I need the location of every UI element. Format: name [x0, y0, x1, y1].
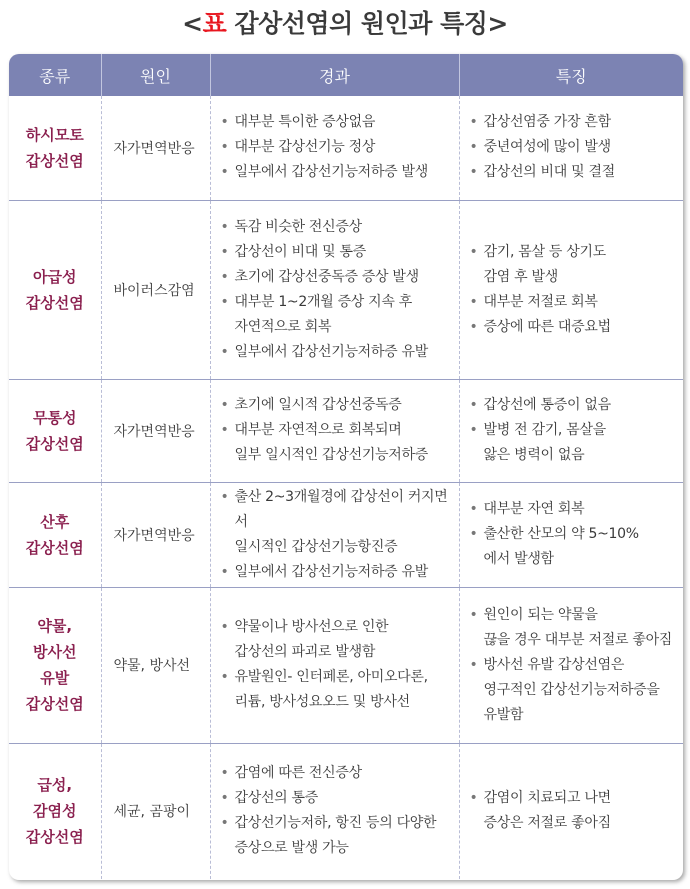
- cell-features: [459, 96, 683, 200]
- list-item: • 대부분 자연적으로 회복되며 일부 일시적인 갑상선기능저하증: [235, 418, 459, 468]
- header-cause: 원인: [101, 54, 210, 96]
- page-title: [0, 4, 690, 44]
- cell-features: [459, 200, 683, 379]
- list-item: • 감염에 따른 전신증상: [235, 761, 459, 786]
- cell-cause: 자가면역반응: [101, 96, 210, 200]
- course-list: [211, 615, 459, 715]
- list-item: • 갑상선기능저하, 항진 등의 다양한 증상으로 발생 가능: [235, 811, 459, 861]
- list-item: • 방사선 유발 갑상선염은 영구적인 갑상선기능저하증을 유발함: [484, 653, 684, 728]
- cell-course: [210, 200, 459, 379]
- type-line: 방사선: [33, 643, 77, 661]
- type-line: 유발: [40, 669, 70, 687]
- cell-type: [9, 587, 101, 743]
- type-line: 산후: [40, 512, 70, 531]
- type-line: 갑상선염: [25, 293, 84, 312]
- course-list: [211, 110, 459, 185]
- list-item: • 대부분 특이한 증상없음: [235, 110, 459, 135]
- cell-type: [9, 482, 101, 587]
- list-item: • 갑상선의 비대 및 결절: [484, 160, 684, 185]
- cell-course: [210, 482, 459, 587]
- header-course: 경과: [210, 54, 459, 96]
- list-item: • 중년여성에 많이 발생: [484, 135, 684, 160]
- cell-type: [9, 200, 101, 379]
- table-row: [9, 743, 683, 879]
- list-item: • 대부분 저절로 회복: [484, 290, 684, 315]
- cell-cause: 자가면역반응: [101, 379, 210, 482]
- list-item: • 갑상선이 비대 및 통증: [235, 240, 459, 265]
- cell-cause: 세균, 곰팡이: [101, 743, 210, 879]
- table-row: [9, 379, 683, 482]
- list-item: • 출산한 산모의 약 5~10% 에서 발생함: [484, 522, 684, 572]
- table-row: [9, 96, 683, 200]
- title-highlight: 표: [202, 9, 227, 38]
- table-row: [9, 200, 683, 379]
- list-item: • 일부에서 갑상선기능저하증 유발: [235, 340, 459, 365]
- list-item: • 독감 비슷한 전신증상: [235, 215, 459, 240]
- list-item: • 원인이 되는 약물을 끊을 경우 대부분 저절로 좋아짐: [484, 603, 684, 653]
- cell-features: [459, 482, 683, 587]
- list-item: • 대부분 자연 회복: [484, 497, 684, 522]
- course-list: [211, 393, 459, 468]
- course-list: [211, 761, 459, 861]
- cell-features: [459, 743, 683, 879]
- features-list: [460, 240, 684, 340]
- cell-type: [9, 379, 101, 482]
- type-line: 감염성: [33, 802, 77, 821]
- cell-features: [459, 587, 683, 743]
- features-list: [460, 786, 684, 836]
- title-text: 갑상선염의 원인과 특징: [234, 9, 488, 38]
- cell-course: [210, 587, 459, 743]
- features-list: [460, 110, 684, 185]
- type-line: 하시모토: [25, 125, 84, 144]
- list-item: • 대부분 1~2개월 증상 지속 후 자연적으로 회복: [235, 290, 459, 340]
- features-list: [460, 497, 684, 572]
- list-item: • 초기에 일시적 갑상선중독증: [235, 393, 459, 418]
- header-type: 종류: [9, 54, 101, 96]
- list-item: • 갑상선염중 가장 흔함: [484, 110, 684, 135]
- list-item: • 일부에서 갑상선기능저하증 유발: [235, 560, 459, 585]
- title-open-bracket: <: [182, 9, 203, 38]
- type-line: 갑상선염: [25, 434, 84, 453]
- type-line: 약물,: [37, 617, 73, 635]
- cell-course: [210, 743, 459, 879]
- header-row: [9, 54, 683, 96]
- header-features: 특징: [459, 54, 683, 96]
- list-item: • 약물이나 방사선으로 인한 갑상선의 파괴로 발생함: [235, 615, 459, 665]
- cell-type: [9, 96, 101, 200]
- title-close-bracket: >: [487, 9, 508, 38]
- list-item: • 출산 2~3개월경에 갑상선이 커지면서 일시적인 갑상선기능항진증: [235, 485, 459, 560]
- type-line: 무통성: [33, 408, 77, 427]
- type-line: 갑상선염: [25, 828, 84, 847]
- table-row: [9, 482, 683, 587]
- cell-cause: 약물, 방사선: [101, 587, 210, 743]
- list-item: • 갑상선에 통증이 없음: [484, 393, 684, 418]
- type-line: 갑상선염: [25, 538, 84, 557]
- type-line: 갑상선염: [25, 151, 84, 170]
- thyroiditis-table: [9, 54, 683, 880]
- cell-type: [9, 743, 101, 879]
- list-item: • 유발원인- 인터페론, 아미오다론, 리튬, 방사성요오드 및 방사선: [235, 665, 459, 715]
- list-item: • 증상에 따른 대증요법: [484, 315, 684, 340]
- list-item: • 초기에 갑상선중독증 증상 발생: [235, 265, 459, 290]
- list-item: • 발병 전 감기, 몸살을 앓은 병력이 없음: [484, 418, 684, 468]
- type-line: 급성,: [37, 776, 73, 795]
- cell-course: [210, 379, 459, 482]
- list-item: • 일부에서 갑상선기능저하증 발생: [235, 160, 459, 185]
- type-line: 갑상선염: [25, 695, 84, 713]
- list-item: • 갑상선의 통증: [235, 786, 459, 811]
- list-item: • 감염이 치료되고 나면 증상은 저절로 좋아짐: [484, 786, 684, 836]
- list-item: • 감기, 몸살 등 상기도 감염 후 발생: [484, 240, 684, 290]
- list-item: • 대부분 갑상선기능 정상: [235, 135, 459, 160]
- cell-features: [459, 379, 683, 482]
- table-row: [9, 587, 683, 743]
- cell-course: [210, 96, 459, 200]
- course-list: [211, 215, 459, 365]
- cell-cause: 바이러스감염: [101, 200, 210, 379]
- course-list: [211, 485, 459, 585]
- cell-cause: 자가면역반응: [101, 482, 210, 587]
- type-line: 아급성: [33, 267, 77, 286]
- features-list: [460, 393, 684, 468]
- features-list: [460, 603, 684, 728]
